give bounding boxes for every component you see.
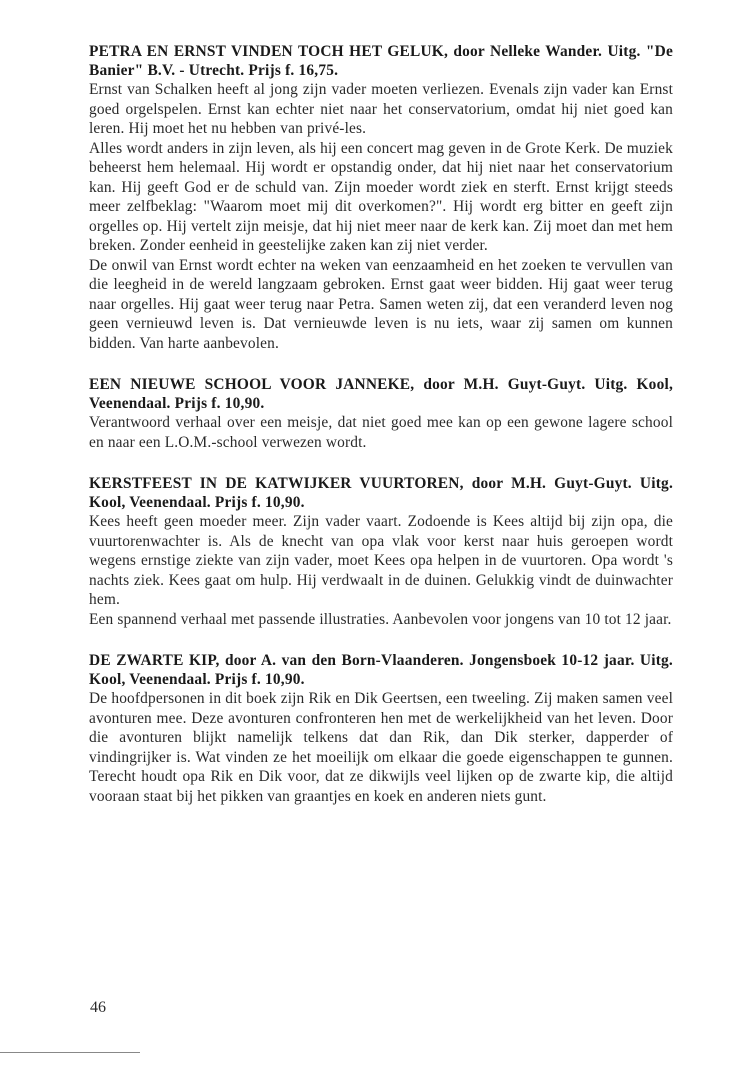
review-body — [89, 80, 673, 353]
review-paragraph: Een spannend verhaal met passende illustraties. Aanbevolen voor jongens van 10 tot 12 jaar. — [89, 610, 672, 628]
review-title: KERSTFEEST IN DE KATWIJKER VUURTOREN, door M.H. Guyt-Guyt. Uitg. Kool, Veenendaal. Prijs f. 10,90. — [89, 475, 673, 511]
review-nieuwe-school — [89, 375, 673, 452]
review-body — [89, 689, 673, 806]
page-content — [89, 42, 673, 828]
review-paragraph: Alles wordt anders in zijn leven, als hij een concert mag geven in de Grote Kerk. De muziek beheerst hem helemaal. Hij wordt er opstandig onder, dat hij niet naar het conservatorium kan. Hij geeft God er de schuld van. Zijn moeder wordt ziek en sterft. Ernst krijgt steeds meer zelfbeklag: "Waarom moet mij dit overkomen?". Hij wordt erg bitter en geeft zijn orgelles op. Hij vertelt zijn meisje, dat hij niet meer naar de kerk kan. Zij moet dan met hem breken. Zonder eenheid in geestelijke zaken kan zij niet verder. — [89, 139, 673, 254]
review-paragraph: Ernst van Schalken heeft al jong zijn vader moeten verliezen. Evenals zijn vader kan Ernst goed orgelspelen. Ernst kan echter niet naar het conservatorium, omdat hij niet goed kan leren. Hij moet het nu hebben van privé-les. — [89, 81, 673, 137]
review-title: DE ZWARTE KIP, door A. van den Born-Vlaanderen. Jongensboek 10-12 jaar. Uitg. Kool, Veenendaal. Prijs f. 10,90. — [89, 652, 673, 688]
footer-rule — [0, 1052, 140, 1053]
review-body — [89, 512, 673, 629]
review-kerstfeest-vuurtoren — [89, 474, 673, 629]
review-petra-en-ernst — [89, 42, 673, 353]
review-title: EEN NIEUWE SCHOOL VOOR JANNEKE, door M.H. Guyt-Guyt. Uitg. Kool, Veenendaal. Prijs f. 10,90. — [89, 376, 673, 412]
review-title: PETRA EN ERNST VINDEN TOCH HET GELUK, door Nelleke Wander. Uitg. "De Banier" B.V. - Utrecht. Prijs f. 16,75. — [89, 43, 673, 79]
review-body — [89, 413, 673, 452]
review-paragraph: Kees heeft geen moeder meer. Zijn vader vaart. Zodoende is Kees altijd bij zijn opa, die vuurtorenwachter is. Als de knecht van opa vlak voor kerst naar huis geroepen wordt wegens ernstige ziekte van zijn vader, moet Kees opa helpen in de vuurtoren. Opa wordt 's nachts ziek. Kees gaat om hulp. Hij verdwaalt in de duinen. Gelukkig vindt de duinwachter hem. — [89, 513, 673, 608]
review-paragraph: Verantwoord verhaal over een meisje, dat niet goed mee kan op een gewone lagere school en naar een L.O.M.-school verwezen wordt. — [89, 414, 673, 451]
review-paragraph: De hoofdpersonen in dit boek zijn Rik en Dik Geertsen, een tweeling. Zij maken samen veel avonturen mee. Deze avonturen confronteren hen met de werkelijkheid van het leven. Door die avonturen blijkt namelijk telkens dat dan Rik, dan Dik sterker, dapperder of vindingrijker is. Wat vinden ze het moeilijk om elkaar die goede eigenschappen te gunnen. Terecht houdt opa Rik en Dik voor, dat ze dikwijls veel lijken op de zwarte kip, die altijd vooraan staat bij het pikken van graantjes en koek en anderen niets gunt. — [89, 690, 673, 805]
review-paragraph: De onwil van Ernst wordt echter na weken van eenzaamheid en het zoeken te vervullen van die leegheid in de wereld langzaam gebroken. Ernst gaat weer bidden. Hij gaat weer terug naar orgelles. Hij gaat weer terug naar Petra. Samen weten zij, dat een veranderd leven nog geen vernieuwd leven is. Dat vernieuwde leven is nu iets, waar zij samen om kunnen bidden. Van harte aanbevolen. — [89, 256, 673, 352]
review-zwarte-kip — [89, 651, 673, 806]
page-number: 46 — [90, 999, 106, 1016]
